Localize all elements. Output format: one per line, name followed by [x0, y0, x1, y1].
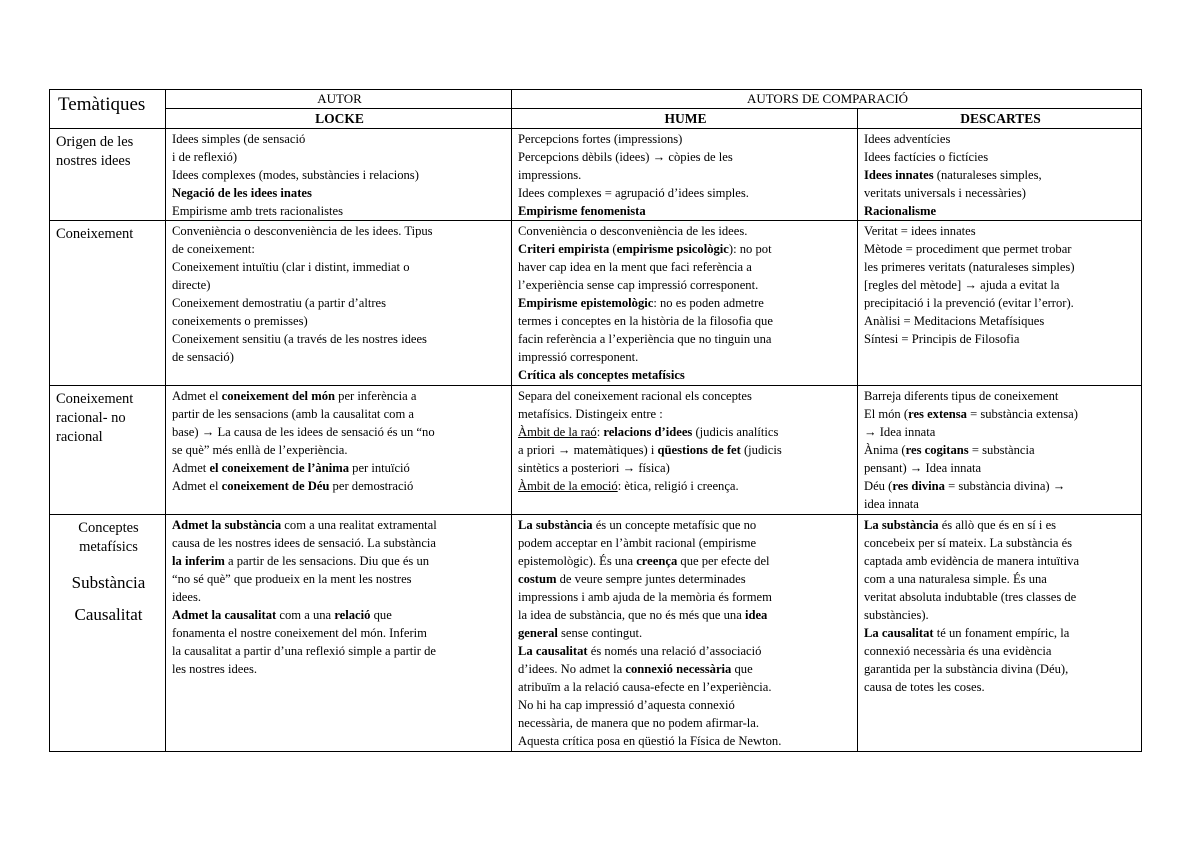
- cell-conceptes-hume: La substància és un concepte metafísic que no podem acceptar en l’àmbit racional (empirisme epistemològic). És una creença que per efecte del costum de veure sempre juntes determinades impressions i amb ajuda de la memòria és formem la idea de substància, que no és més que una idea general sense contingut. La causalitat és només una relació d’associació d’idees. No admet la connexió necessària que atribuïm a la relació causa-efecte en l’experiència. No hi ha cap impressió d’aquesta connexió necessària, de manera que no podem afirmar-la. Aquesta crítica posa en qüestió la Física de Newton.: [512, 515, 858, 752]
- corner-header: Temàtiques: [50, 90, 166, 129]
- comparacio-header: AUTORS DE COMPARACIÓ: [512, 90, 1142, 109]
- row-racional: [50, 386, 1142, 515]
- cell-racional-hume: Separa del coneixement racional els conceptes metafísics. Distingeix entre : Àmbit de la raó: relacions d’idees (judicis analítics a priori → matemàtiques) i qüestions de fet (judicis sintètics a posteriori → física) Àmbit de la emoció: ètica, religió i creença.: [512, 386, 858, 515]
- comparison-table: [49, 89, 1142, 752]
- cell-racional-locke: Admet el coneixement del món per inferència a partir de les sensacions (amb la causalitat com a base) → La causa de les idees de sensació és un “no se què” més enllà de l’experiència. Admet el coneixement de l’ànima per intuïció Admet el coneixement de Déu per demostració: [166, 386, 512, 515]
- cell-racional-descartes: Barreja diferents tipus de coneixement El món (res extensa = substància extensa) → Idea innata Ànima (res cogitans = substància pensant) → Idea innata Déu (res divina = substància divina) → idea innata: [858, 386, 1142, 515]
- document-page: [49, 89, 1142, 752]
- row-conceptes: [50, 515, 1142, 752]
- autor-header: AUTOR: [166, 90, 512, 109]
- topic-racional: Coneixement racional- no racional: [50, 386, 166, 515]
- hume-header: HUME: [512, 109, 858, 129]
- topic-causalitat: Causalitat: [74, 605, 143, 624]
- topic-conceptes: Conceptes metafísics Substància Causalitat: [50, 515, 166, 752]
- locke-header: LOCKE: [166, 109, 512, 129]
- descartes-header: DESCARTES: [858, 109, 1142, 129]
- topic-substancia: Substància: [71, 573, 146, 592]
- header-row-1: [50, 90, 1142, 109]
- cell-coneixement-hume: Conveniència o desconveniència de les idees. Criteri empirista (empirisme psicològic): no pot haver cap idea en la ment que faci referència a l’experiència sense cap impressió corresponent. Empirisme epistemològic: no es poden admetre termes i conceptes en la història de la filosofia que facin referència a l’experiència que no tinguin una impressió corresponent. Crítica als conceptes metafísics: [512, 221, 858, 386]
- row-coneixement: [50, 221, 1142, 386]
- header-row-2: [50, 109, 1142, 129]
- row-origen: [50, 129, 1142, 221]
- cell-origen-locke: Idees simples (de sensació i de reflexió) Idees complexes (modes, substàncies i relacions) Negació de les idees inates Empirisme amb trets racionalistes: [166, 129, 512, 221]
- topic-origen: Origen de les nostres idees: [50, 129, 166, 221]
- cell-conceptes-locke: Admet la substància com a una realitat extramental causa de les nostres idees de sensació. La substància la inferim a partir de les sensacions. Diu que és un “no sé què” que produeix en la ment les nostres idees. Admet la causalitat com a una relació que fonamenta el nostre coneixement del món. Inferim la causalitat a partir d’una reflexió simple a partir de les nostres idees.: [166, 515, 512, 752]
- cell-origen-descartes: Idees adventícies Idees factícies o fictícies Idees innates (naturaleses simples, veritats universals i necessàries) Racionalisme: [858, 129, 1142, 221]
- cell-conceptes-descartes: La substància és allò que és en sí i es concebeix per sí mateix. La substància és captada amb evidència de manera intuïtiva com a una naturalesa simple. És una veritat absoluta indubtable (tres classes de substàncies). La causalitat té un fonament empíric, la connexió necessària és una evidència garantida per la substància divina (Déu), causa de totes les coses.: [858, 515, 1142, 752]
- cell-origen-hume: Percepcions fortes (impressions) Percepcions dèbils (idees) → còpies de les impressions. Idees complexes = agrupació d’idees simples. Empirisme fenomenista: [512, 129, 858, 221]
- cell-coneixement-locke: Conveniència o desconveniència de les idees. Tipus de coneixement: Coneixement intuïtiu (clar i distint, immediat o directe) Coneixement demostratiu (a partir d’altres coneixements o premisses) Coneixement sensitiu (a través de les nostres idees de sensació): [166, 221, 512, 386]
- cell-coneixement-descartes: Veritat = idees innates Mètode = procediment que permet trobar les primeres veritats (naturaleses simples) [regles del mètode] → ajuda a evitat la precipitació i la prevenció (evitar l’error). Anàlisi = Meditacions Metafísiques Síntesi = Principis de Filosofia: [858, 221, 1142, 386]
- topic-coneixement: Coneixement: [50, 221, 166, 386]
